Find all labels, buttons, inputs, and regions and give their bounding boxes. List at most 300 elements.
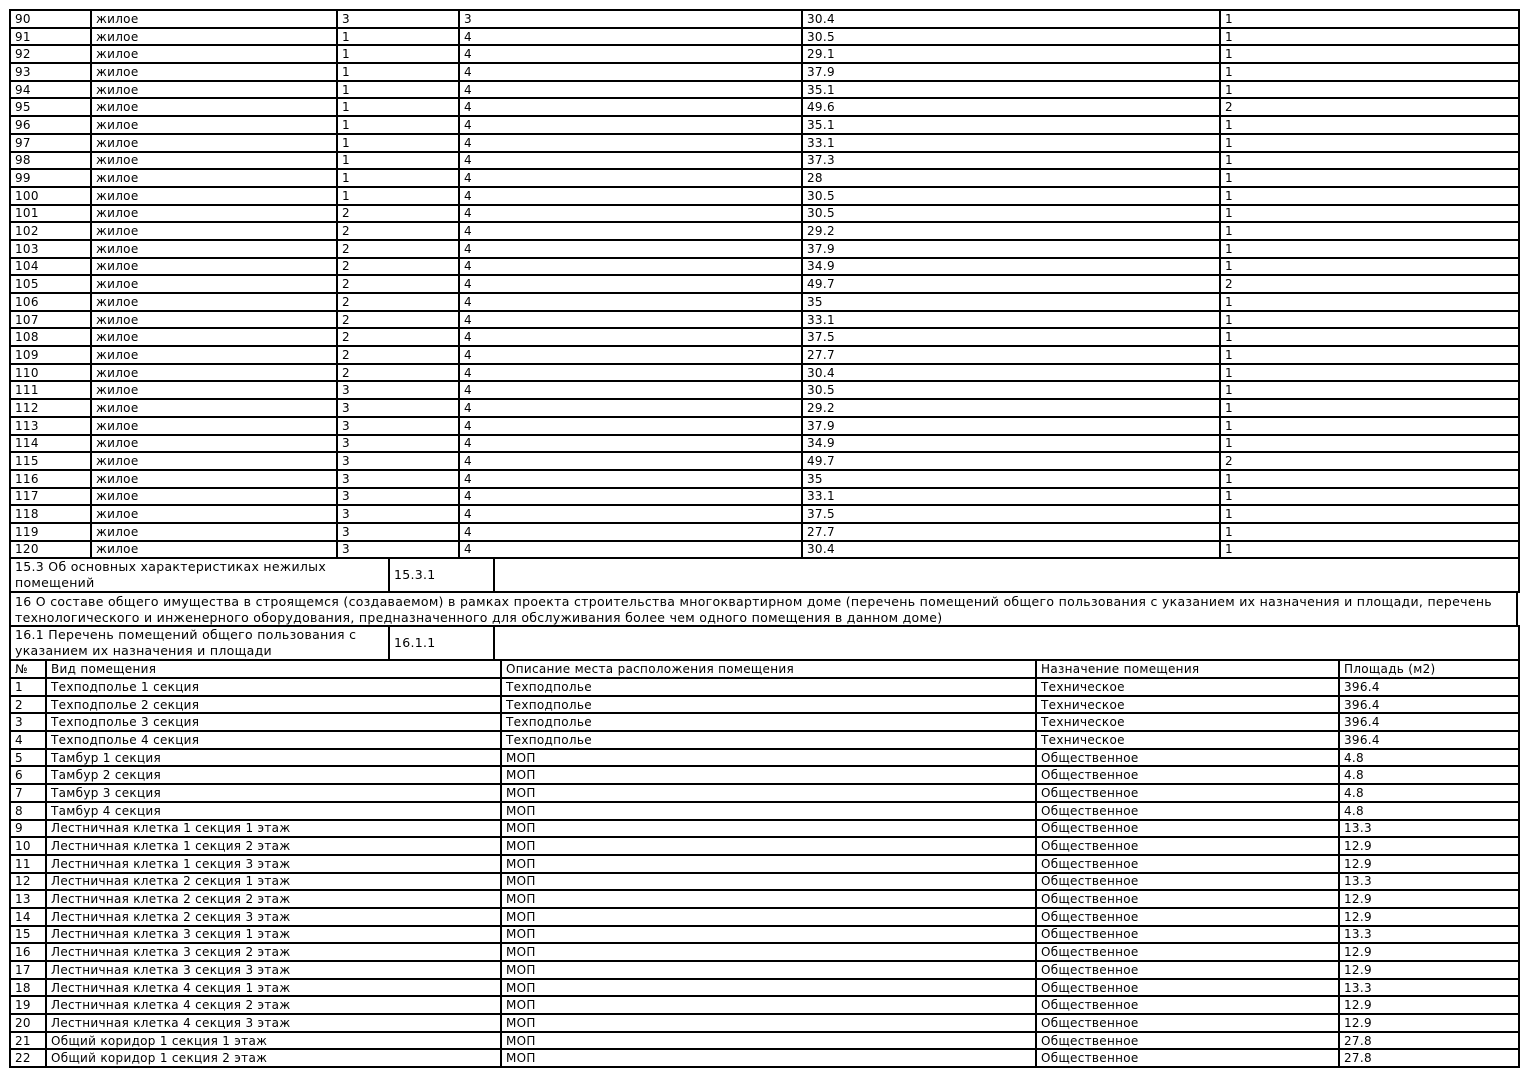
common-area-location-cell: МОП xyxy=(501,802,1036,820)
residential-unit-row xyxy=(10,10,1519,28)
unit-floor-cell: 3 xyxy=(337,470,459,488)
unit-entrance-cell: 4 xyxy=(459,275,802,293)
common-area-row xyxy=(10,678,1519,696)
residential-unit-row xyxy=(10,328,1519,346)
residential-unit-row xyxy=(10,293,1519,311)
common-area-location-cell: МОП xyxy=(501,943,1036,961)
residential-unit-row xyxy=(10,311,1519,329)
common-area-row xyxy=(10,908,1519,926)
residential-unit-row xyxy=(10,541,1519,559)
common-area-area-cell: 4.8 xyxy=(1339,766,1519,784)
unit-purpose-cell: жилое xyxy=(91,293,337,311)
common-area-area-cell: 12.9 xyxy=(1339,996,1519,1014)
common-area-number-cell: 22 xyxy=(10,1049,46,1067)
residential-unit-row xyxy=(10,63,1519,81)
common-area-number-cell: 9 xyxy=(10,820,46,838)
common-area-type-cell: Техподполье 3 секция xyxy=(46,713,501,731)
common-area-area-cell: 13.3 xyxy=(1339,873,1519,891)
unit-floor-cell: 2 xyxy=(337,222,459,240)
common-area-purpose-cell: Общественное xyxy=(1036,1049,1339,1067)
unit-rooms-cell: 1 xyxy=(1220,240,1519,258)
common-area-number-cell: 6 xyxy=(10,766,46,784)
common-area-area-cell: 4.8 xyxy=(1339,802,1519,820)
unit-number-cell: 103 xyxy=(10,240,91,258)
unit-number-cell: 101 xyxy=(10,205,91,223)
common-area-number-cell: 17 xyxy=(10,961,46,979)
common-area-row xyxy=(10,855,1519,873)
col-header-type: Вид помещения xyxy=(46,660,501,678)
unit-number-cell: 113 xyxy=(10,417,91,435)
unit-area-cell: 30.4 xyxy=(802,364,1220,382)
common-area-number-cell: 5 xyxy=(10,749,46,767)
common-area-type-cell: Лестничная клетка 3 секция 1 этаж xyxy=(46,926,501,944)
unit-floor-cell: 3 xyxy=(337,417,459,435)
common-area-purpose-cell: Общественное xyxy=(1036,979,1339,997)
unit-purpose-cell: жилое xyxy=(91,240,337,258)
unit-rooms-cell: 1 xyxy=(1220,28,1519,46)
section-15-3-label: 15.3 Об основных характеристиках нежилых помещений xyxy=(10,558,389,592)
section-16 xyxy=(10,592,1517,626)
unit-area-cell: 29.2 xyxy=(802,222,1220,240)
unit-rooms-cell: 1 xyxy=(1220,116,1519,134)
common-area-row xyxy=(10,802,1519,820)
unit-floor-cell: 2 xyxy=(337,205,459,223)
unit-purpose-cell: жилое xyxy=(91,28,337,46)
unit-area-cell: 27.7 xyxy=(802,346,1220,364)
unit-purpose-cell: жилое xyxy=(91,275,337,293)
residential-unit-row xyxy=(10,399,1519,417)
residential-unit-row xyxy=(10,452,1519,470)
common-area-location-cell: МОП xyxy=(501,890,1036,908)
unit-area-cell: 35.1 xyxy=(802,116,1220,134)
common-area-location-cell: МОП xyxy=(501,979,1036,997)
residential-unit-row xyxy=(10,187,1519,205)
common-area-number-cell: 20 xyxy=(10,1014,46,1032)
common-area-row xyxy=(10,731,1519,749)
common-area-purpose-cell: Техническое xyxy=(1036,713,1339,731)
common-area-purpose-cell: Общественное xyxy=(1036,1032,1339,1050)
residential-unit-row xyxy=(10,417,1519,435)
common-area-area-cell: 13.3 xyxy=(1339,979,1519,997)
unit-rooms-cell: 1 xyxy=(1220,488,1519,506)
residential-unit-row xyxy=(10,134,1519,152)
unit-area-cell: 30.5 xyxy=(802,187,1220,205)
unit-purpose-cell: жилое xyxy=(91,152,337,170)
unit-floor-cell: 1 xyxy=(337,116,459,134)
common-area-location-cell: МОП xyxy=(501,1032,1036,1050)
unit-number-cell: 91 xyxy=(10,28,91,46)
common-area-row xyxy=(10,837,1519,855)
unit-area-cell: 29.2 xyxy=(802,399,1220,417)
unit-rooms-cell: 2 xyxy=(1220,275,1519,293)
common-area-location-cell: МОП xyxy=(501,961,1036,979)
common-area-type-cell: Лестничная клетка 1 секция 2 этаж xyxy=(46,837,501,855)
unit-number-cell: 112 xyxy=(10,399,91,417)
common-area-area-cell: 396.4 xyxy=(1339,713,1519,731)
section-16-1-label: 16.1 Перечень помещений общего пользования с указанием их назначения и площади xyxy=(10,626,389,660)
common-area-number-cell: 7 xyxy=(10,784,46,802)
unit-area-cell: 37.5 xyxy=(802,328,1220,346)
common-area-type-cell: Тамбур 1 секция xyxy=(46,749,501,767)
residential-unit-row xyxy=(10,488,1519,506)
common-area-row xyxy=(10,713,1519,731)
unit-rooms-cell: 1 xyxy=(1220,328,1519,346)
common-area-purpose-cell: Общественное xyxy=(1036,820,1339,838)
common-area-number-cell: 13 xyxy=(10,890,46,908)
unit-floor-cell: 2 xyxy=(337,311,459,329)
unit-rooms-cell: 1 xyxy=(1220,63,1519,81)
residential-unit-row xyxy=(10,222,1519,240)
residential-unit-row xyxy=(10,169,1519,187)
common-area-type-cell: Тамбур 2 секция xyxy=(46,766,501,784)
common-area-purpose-cell: Общественное xyxy=(1036,996,1339,1014)
unit-entrance-cell: 4 xyxy=(459,364,802,382)
common-area-location-cell: МОП xyxy=(501,1014,1036,1032)
common-area-row xyxy=(10,890,1519,908)
common-area-number-cell: 21 xyxy=(10,1032,46,1050)
common-area-area-cell: 12.9 xyxy=(1339,1014,1519,1032)
common-area-type-cell: Лестничная клетка 4 секция 3 этаж xyxy=(46,1014,501,1032)
unit-floor-cell: 2 xyxy=(337,364,459,382)
unit-area-cell: 30.5 xyxy=(802,381,1220,399)
common-area-purpose-cell: Общественное xyxy=(1036,890,1339,908)
unit-purpose-cell: жилое xyxy=(91,10,337,28)
unit-number-cell: 117 xyxy=(10,488,91,506)
unit-purpose-cell: жилое xyxy=(91,222,337,240)
unit-area-cell: 49.7 xyxy=(802,452,1220,470)
unit-rooms-cell: 1 xyxy=(1220,258,1519,276)
unit-purpose-cell: жилое xyxy=(91,381,337,399)
unit-floor-cell: 2 xyxy=(337,293,459,311)
unit-entrance-cell: 4 xyxy=(459,240,802,258)
unit-area-cell: 35 xyxy=(802,470,1220,488)
unit-purpose-cell: жилое xyxy=(91,346,337,364)
unit-purpose-cell: жилое xyxy=(91,116,337,134)
residential-unit-row xyxy=(10,258,1519,276)
unit-area-cell: 49.6 xyxy=(802,98,1220,116)
common-area-area-cell: 13.3 xyxy=(1339,820,1519,838)
common-areas-table xyxy=(9,659,1520,1068)
common-area-purpose-cell: Общественное xyxy=(1036,961,1339,979)
unit-rooms-cell: 1 xyxy=(1220,152,1519,170)
unit-entrance-cell: 4 xyxy=(459,134,802,152)
unit-entrance-cell: 4 xyxy=(459,470,802,488)
unit-floor-cell: 1 xyxy=(337,152,459,170)
unit-floor-cell: 3 xyxy=(337,523,459,541)
common-area-number-cell: 1 xyxy=(10,678,46,696)
residential-unit-row xyxy=(10,45,1519,63)
unit-number-cell: 119 xyxy=(10,523,91,541)
unit-entrance-cell: 4 xyxy=(459,399,802,417)
common-area-location-cell: Техподполье xyxy=(501,731,1036,749)
unit-purpose-cell: жилое xyxy=(91,187,337,205)
common-area-purpose-cell: Общественное xyxy=(1036,749,1339,767)
residential-unit-row xyxy=(10,346,1519,364)
section-16-1-code: 16.1.1 xyxy=(389,626,494,660)
residential-unit-row xyxy=(10,381,1519,399)
common-area-row xyxy=(10,1032,1519,1050)
unit-floor-cell: 3 xyxy=(337,10,459,28)
common-area-location-cell: МОП xyxy=(501,820,1036,838)
unit-rooms-cell: 1 xyxy=(1220,81,1519,99)
residential-units-table xyxy=(9,9,1520,559)
unit-area-cell: 37.9 xyxy=(802,417,1220,435)
common-area-row xyxy=(10,766,1519,784)
unit-entrance-cell: 4 xyxy=(459,45,802,63)
common-area-number-cell: 14 xyxy=(10,908,46,926)
unit-entrance-cell: 4 xyxy=(459,488,802,506)
common-areas-body xyxy=(10,678,1519,1067)
unit-number-cell: 116 xyxy=(10,470,91,488)
common-area-row xyxy=(10,1049,1519,1067)
unit-purpose-cell: жилое xyxy=(91,470,337,488)
common-area-row xyxy=(10,784,1519,802)
unit-number-cell: 93 xyxy=(10,63,91,81)
common-area-purpose-cell: Общественное xyxy=(1036,802,1339,820)
unit-entrance-cell: 4 xyxy=(459,28,802,46)
unit-rooms-cell: 2 xyxy=(1220,452,1519,470)
unit-floor-cell: 1 xyxy=(337,169,459,187)
common-area-type-cell: Лестничная клетка 4 секция 2 этаж xyxy=(46,996,501,1014)
common-area-type-cell: Лестничная клетка 4 секция 1 этаж xyxy=(46,979,501,997)
unit-entrance-cell: 4 xyxy=(459,63,802,81)
common-area-location-cell: Техподполье xyxy=(501,696,1036,714)
section-16-1 xyxy=(10,626,1519,660)
section-15-3-code: 15.3.1 xyxy=(389,558,494,592)
unit-rooms-cell: 1 xyxy=(1220,169,1519,187)
common-area-area-cell: 12.9 xyxy=(1339,961,1519,979)
unit-area-cell: 33.1 xyxy=(802,311,1220,329)
unit-purpose-cell: жилое xyxy=(91,258,337,276)
common-area-location-cell: МОП xyxy=(501,926,1036,944)
unit-entrance-cell: 3 xyxy=(459,10,802,28)
residential-units-body xyxy=(10,10,1519,558)
unit-entrance-cell: 4 xyxy=(459,452,802,470)
common-area-type-cell: Общий коридор 1 секция 2 этаж xyxy=(46,1049,501,1067)
residential-unit-row xyxy=(10,152,1519,170)
unit-entrance-cell: 4 xyxy=(459,258,802,276)
common-area-location-cell: МОП xyxy=(501,749,1036,767)
unit-area-cell: 27.7 xyxy=(802,523,1220,541)
unit-area-cell: 29.1 xyxy=(802,45,1220,63)
unit-rooms-cell: 1 xyxy=(1220,417,1519,435)
unit-number-cell: 107 xyxy=(10,311,91,329)
unit-floor-cell: 1 xyxy=(337,98,459,116)
common-area-location-cell: МОП xyxy=(501,996,1036,1014)
common-area-area-cell: 12.9 xyxy=(1339,855,1519,873)
unit-purpose-cell: жилое xyxy=(91,364,337,382)
residential-unit-row xyxy=(10,435,1519,453)
unit-number-cell: 109 xyxy=(10,346,91,364)
common-area-type-cell: Лестничная клетка 3 секция 3 этаж xyxy=(46,961,501,979)
unit-floor-cell: 3 xyxy=(337,452,459,470)
unit-number-cell: 96 xyxy=(10,116,91,134)
common-area-number-cell: 15 xyxy=(10,926,46,944)
unit-rooms-cell: 1 xyxy=(1220,541,1519,559)
unit-rooms-cell: 1 xyxy=(1220,222,1519,240)
unit-area-cell: 33.1 xyxy=(802,488,1220,506)
unit-number-cell: 114 xyxy=(10,435,91,453)
common-area-type-cell: Техподполье 2 секция xyxy=(46,696,501,714)
unit-number-cell: 118 xyxy=(10,505,91,523)
unit-purpose-cell: жилое xyxy=(91,134,337,152)
unit-number-cell: 98 xyxy=(10,152,91,170)
unit-entrance-cell: 4 xyxy=(459,222,802,240)
common-area-area-cell: 396.4 xyxy=(1339,696,1519,714)
unit-area-cell: 49.7 xyxy=(802,275,1220,293)
common-area-location-cell: МОП xyxy=(501,766,1036,784)
unit-rooms-cell: 1 xyxy=(1220,346,1519,364)
unit-purpose-cell: жилое xyxy=(91,311,337,329)
unit-number-cell: 111 xyxy=(10,381,91,399)
common-area-type-cell: Лестничная клетка 2 секция 3 этаж xyxy=(46,908,501,926)
unit-number-cell: 92 xyxy=(10,45,91,63)
unit-floor-cell: 3 xyxy=(337,488,459,506)
unit-floor-cell: 3 xyxy=(337,435,459,453)
unit-number-cell: 102 xyxy=(10,222,91,240)
unit-floor-cell: 1 xyxy=(337,187,459,205)
common-area-area-cell: 13.3 xyxy=(1339,926,1519,944)
common-area-row xyxy=(10,873,1519,891)
residential-unit-row xyxy=(10,364,1519,382)
unit-rooms-cell: 1 xyxy=(1220,505,1519,523)
common-area-purpose-cell: Техническое xyxy=(1036,696,1339,714)
unit-entrance-cell: 4 xyxy=(459,81,802,99)
common-area-area-cell: 396.4 xyxy=(1339,678,1519,696)
common-area-row xyxy=(10,943,1519,961)
unit-number-cell: 105 xyxy=(10,275,91,293)
col-header-purpose: Назначение помещения xyxy=(1036,660,1339,678)
common-area-type-cell: Лестничная клетка 2 секция 2 этаж xyxy=(46,890,501,908)
unit-entrance-cell: 4 xyxy=(459,152,802,170)
unit-rooms-cell: 1 xyxy=(1220,311,1519,329)
unit-entrance-cell: 4 xyxy=(459,293,802,311)
common-area-location-cell: МОП xyxy=(501,908,1036,926)
common-area-location-cell: МОП xyxy=(501,873,1036,891)
common-area-type-cell: Лестничная клетка 1 секция 1 этаж xyxy=(46,820,501,838)
unit-floor-cell: 1 xyxy=(337,45,459,63)
unit-purpose-cell: жилое xyxy=(91,505,337,523)
unit-floor-cell: 3 xyxy=(337,399,459,417)
unit-floor-cell: 3 xyxy=(337,541,459,559)
unit-entrance-cell: 4 xyxy=(459,523,802,541)
unit-entrance-cell: 4 xyxy=(459,435,802,453)
unit-floor-cell: 1 xyxy=(337,63,459,81)
unit-rooms-cell: 1 xyxy=(1220,399,1519,417)
common-area-number-cell: 19 xyxy=(10,996,46,1014)
col-header-location: Описание места расположения помещения xyxy=(501,660,1036,678)
unit-area-cell: 37.3 xyxy=(802,152,1220,170)
unit-number-cell: 115 xyxy=(10,452,91,470)
common-area-location-cell: МОП xyxy=(501,855,1036,873)
unit-entrance-cell: 4 xyxy=(459,381,802,399)
common-area-type-cell: Техподполье 1 секция xyxy=(46,678,501,696)
unit-purpose-cell: жилое xyxy=(91,328,337,346)
unit-entrance-cell: 4 xyxy=(459,169,802,187)
common-area-type-cell: Лестничная клетка 1 секция 3 этаж xyxy=(46,855,501,873)
common-area-row xyxy=(10,696,1519,714)
unit-purpose-cell: жилое xyxy=(91,45,337,63)
common-area-type-cell: Лестничная клетка 2 секция 1 этаж xyxy=(46,873,501,891)
common-area-row xyxy=(10,1014,1519,1032)
section-15-3 xyxy=(10,558,1519,592)
residential-unit-row xyxy=(10,205,1519,223)
common-area-number-cell: 12 xyxy=(10,873,46,891)
unit-rooms-cell: 1 xyxy=(1220,134,1519,152)
unit-number-cell: 110 xyxy=(10,364,91,382)
unit-area-cell: 30.4 xyxy=(802,10,1220,28)
common-area-type-cell: Тамбур 4 секция xyxy=(46,802,501,820)
unit-floor-cell: 1 xyxy=(337,81,459,99)
unit-entrance-cell: 4 xyxy=(459,98,802,116)
unit-number-cell: 99 xyxy=(10,169,91,187)
unit-number-cell: 94 xyxy=(10,81,91,99)
unit-floor-cell: 1 xyxy=(337,28,459,46)
common-area-purpose-cell: Общественное xyxy=(1036,1014,1339,1032)
section-16-1-row xyxy=(9,625,1520,661)
unit-purpose-cell: жилое xyxy=(91,98,337,116)
common-area-row xyxy=(10,820,1519,838)
unit-area-cell: 34.9 xyxy=(802,435,1220,453)
unit-number-cell: 100 xyxy=(10,187,91,205)
common-area-area-cell: 12.9 xyxy=(1339,890,1519,908)
unit-purpose-cell: жилое xyxy=(91,81,337,99)
common-area-type-cell: Техподполье 4 секция xyxy=(46,731,501,749)
unit-number-cell: 95 xyxy=(10,98,91,116)
unit-purpose-cell: жилое xyxy=(91,488,337,506)
common-areas-header-row xyxy=(10,660,1519,678)
common-area-purpose-cell: Общественное xyxy=(1036,766,1339,784)
common-area-row xyxy=(10,979,1519,997)
common-area-location-cell: Техподполье xyxy=(501,678,1036,696)
unit-rooms-cell: 1 xyxy=(1220,205,1519,223)
unit-purpose-cell: жилое xyxy=(91,417,337,435)
col-header-area: Площадь (м2) xyxy=(1339,660,1519,678)
section-16-1-empty-cell xyxy=(494,626,1519,660)
unit-floor-cell: 2 xyxy=(337,346,459,364)
unit-purpose-cell: жилое xyxy=(91,435,337,453)
common-area-purpose-cell: Общественное xyxy=(1036,943,1339,961)
residential-unit-row xyxy=(10,470,1519,488)
col-header-number: № xyxy=(10,660,46,678)
unit-number-cell: 97 xyxy=(10,134,91,152)
unit-floor-cell: 2 xyxy=(337,258,459,276)
section-15-3-row xyxy=(9,557,1520,593)
common-area-location-cell: МОП xyxy=(501,837,1036,855)
unit-floor-cell: 3 xyxy=(337,505,459,523)
unit-purpose-cell: жилое xyxy=(91,169,337,187)
common-area-area-cell: 12.9 xyxy=(1339,908,1519,926)
unit-area-cell: 30.4 xyxy=(802,541,1220,559)
unit-entrance-cell: 4 xyxy=(459,328,802,346)
unit-entrance-cell: 4 xyxy=(459,346,802,364)
unit-rooms-cell: 1 xyxy=(1220,470,1519,488)
unit-area-cell: 37.5 xyxy=(802,505,1220,523)
unit-entrance-cell: 4 xyxy=(459,205,802,223)
unit-area-cell: 30.5 xyxy=(802,28,1220,46)
common-area-area-cell: 4.8 xyxy=(1339,749,1519,767)
section-15-3-empty-cell xyxy=(494,558,1519,592)
common-area-type-cell: Общий коридор 1 секция 1 этаж xyxy=(46,1032,501,1050)
unit-rooms-cell: 1 xyxy=(1220,435,1519,453)
common-area-row xyxy=(10,749,1519,767)
common-area-purpose-cell: Техническое xyxy=(1036,678,1339,696)
unit-purpose-cell: жилое xyxy=(91,63,337,81)
common-area-purpose-cell: Общественное xyxy=(1036,926,1339,944)
unit-rooms-cell: 1 xyxy=(1220,381,1519,399)
section-16-text: 16 О составе общего имущества в строящемся (создаваемом) в рамках проекта строительства многоквартирном доме (перечень помещений общего пользования с указанием их назначения и площади, перечень технологического и инженерного оборудования, предназначенного для обслуживания более чем одного помещения в данном доме) xyxy=(10,592,1517,626)
residential-unit-row xyxy=(10,523,1519,541)
